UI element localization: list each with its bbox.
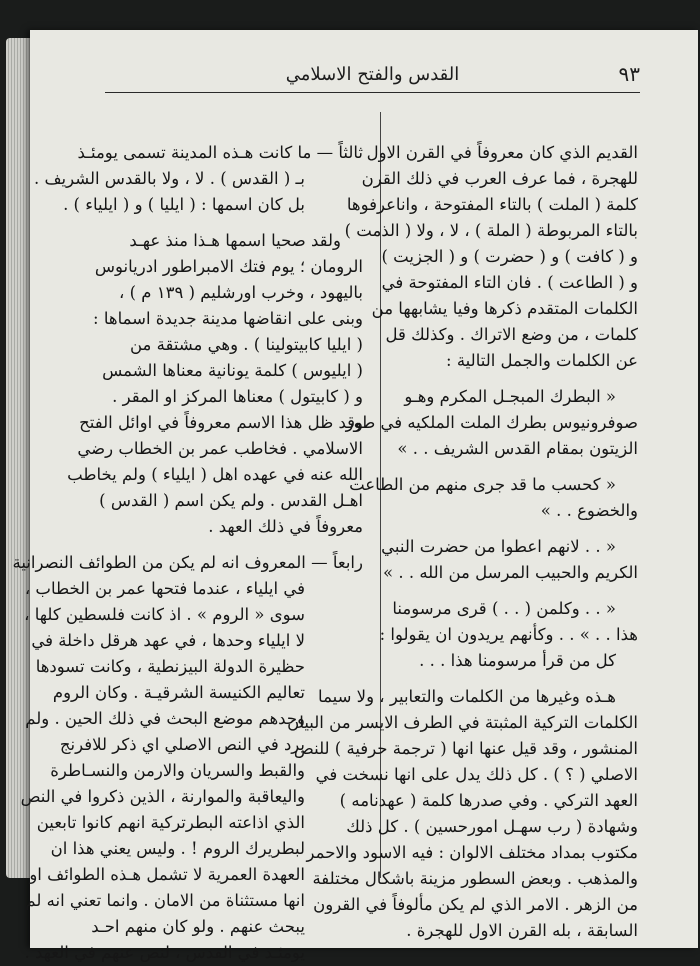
paragraph-arabic-spelling <box>344 140 638 374</box>
text-line: « . . وكلمن ( . . ) قرى مرسومنا <box>392 599 616 618</box>
text-line: هذا . . » . . وكأنهم يريدون ان يقولوا : <box>379 625 638 644</box>
paragraph-turkish-words <box>287 684 638 944</box>
text-line: يومئـذ في القدس ، لنص عنهم في العهد . <box>24 943 305 962</box>
text-line: الكريم والحبيب المرسل من الله . . » <box>383 563 638 582</box>
text-line: بـ ( القدس ) . لا ، ولا بالقدس الشريف . <box>33 169 305 188</box>
text-line: السابقة ، بله القرن الاول للهجرة . <box>406 921 638 940</box>
text-line: وشهادة ( رب سهـل امورحسين ) . كل ذلك <box>346 817 638 836</box>
text-line: انها مستثناة من الامان . وانما تعني انه لم <box>25 891 305 910</box>
text-line: يبحث عنهم . ولو كان منهم احـد <box>91 917 305 936</box>
text-line: معروفاً في ذلك العهد . <box>208 517 363 536</box>
left-column <box>12 140 363 966</box>
text-line: وبنى على انقاضها مدينة جديدة اسماها : <box>93 309 363 328</box>
text-line: المنشور ، وقد قيل عنها انها ( ترجمة حرفية ) للنص <box>293 739 638 758</box>
text-line: والمذهب . وبعض السطور مزينة باشكال مختلفة <box>312 869 638 888</box>
text-line: وحدهم موضع البحث في ذلك الحين . ولم <box>25 709 305 728</box>
text-line: العهد التركي . وفي صدرها كلمة ( عهدنامه ) <box>339 791 638 810</box>
text-line: الزيتون بمقام القدس الشريف . . » <box>397 439 638 458</box>
text-line: لا ايلياء وحدها ، في عهد هرقل داخلة في <box>31 631 305 650</box>
text-line: واليعاقبة والموارنة ، الذين ذكروا في النص <box>20 787 305 806</box>
paragraph-aelia-name <box>67 228 363 540</box>
text-line: للهجرة ، فما عرف العرب في ذلك القرن <box>361 169 638 188</box>
text-line: والقبط والسريان والارمن والنسـاطرة <box>50 761 305 780</box>
text-line: في ايلياء ، عندما فتحها عمر بن الخطاب ، <box>24 579 305 598</box>
text-line: اهـل القدس . ولم يكن اسم ( القدس ) <box>99 491 363 510</box>
text-line: والخضوع . . » <box>540 501 638 520</box>
text-line: ( ايليوس ) كلمة يونانية معناها الشمس <box>102 361 363 380</box>
text-line: و ( الطاعت ) . فان التاء المفتوحة في <box>381 273 638 292</box>
text-line: الذي اذاعته البطرتركية انهم كانوا تابعين <box>36 813 305 832</box>
text-line: كلمة ( الملت ) بالتاء المفتوحة ، واناعرفوها <box>346 195 638 214</box>
text-line: « كحسب ما قد جرى منهم من الطاعت <box>349 475 616 494</box>
text-line: « البطرك المبجـل المكرم وهـو <box>404 387 616 406</box>
right-column <box>287 140 638 944</box>
text-line: ولقد صحيا اسمها هـذا منذ عهـد <box>129 231 341 250</box>
text-line: ثالثاً — ما كانت هـذه المدينة تسمى يومئـذ <box>77 143 363 162</box>
text-line: الاصلي ( ؟ ) . كل ذلك يدل على انها نسخت في <box>315 765 638 784</box>
section-fourth <box>12 550 363 966</box>
quote-obedience <box>349 472 638 524</box>
text-line: وقد ظل هذا الاسم معروفاً في اوائل الفتح <box>79 413 363 432</box>
text-line: باليهود ، وخرب اورشليم ( ١٣٩ م ) ، <box>119 283 363 302</box>
text-line: ( ايليا كابيتولينا ) . وهي مشتقة من <box>130 335 363 354</box>
text-line: سوى « الروم » . اذ كانت فلسطين كلها ، <box>24 605 305 624</box>
text-line: كلمات ، من وضع الاتراك . وكذلك قل <box>385 325 638 344</box>
text-line: القديم الذي كان معروفاً في القرن الاول <box>366 143 638 162</box>
text-line: بل كان اسمها : ( ايليا ) و ( ايلياء ) . <box>63 195 305 214</box>
text-line: العهدة العمرية لا تشمل هـذه الطوائف او <box>29 865 305 884</box>
text-line: و ( كابيتول ) معناها المركز او المقر . <box>112 387 363 406</box>
text-line: بالتاء المربوطة ( الملة ) ، لا ، ولا ( الذمت ) <box>344 221 638 240</box>
text-line: حظيرة الدولة البيزنطية ، وكانت تسودها <box>35 657 305 676</box>
header-rule <box>105 92 640 93</box>
text-line: كل من قرأ مرسومنا هذا . . . <box>419 651 616 670</box>
text-line: رابعاً — المعروف انه لم يكن من الطوائف النصرانية <box>12 553 363 572</box>
text-line: تعاليم الكنيسة الشرقيـة . وكان الروم <box>52 683 305 702</box>
text-line: الاسلامي . فخاطب عمر بن الخطاب رضي <box>77 439 363 458</box>
text-line: الكلمات التركية المثبتة في الطرف الايسر من البيان <box>287 713 638 732</box>
page-number: ٩٣ <box>618 62 640 86</box>
text-line: الرومان ؛ يوم فتك الامبراطور ادريانوس <box>94 257 363 276</box>
section-third <box>33 140 363 218</box>
text-line: و ( كافت ) و ( حضرت ) و ( الجزيت ) <box>381 247 638 266</box>
running-header <box>105 62 640 92</box>
text-line: صوفرونيوس بطرك الملت الملكيه في طور <box>345 413 638 432</box>
text-line: لبطريرك الروم ! . وليس يعني هذا ان <box>50 839 305 858</box>
quote-patriarch <box>345 384 638 462</box>
text-line: « . . لانهم اعطوا من حضرت النبي <box>381 537 616 556</box>
header-title: القدس والفتح الاسلامي <box>285 64 460 85</box>
text-line: يرد في النص الاصلي اي ذكر للافرنج <box>59 735 305 754</box>
text-line: الله عنه في عهده اهل ( ايلياء ) ولم يخاطب <box>67 465 363 484</box>
text-line: الكلمات المتقدم ذكرها وفيا يشابهها من <box>371 299 638 318</box>
text-line: هـذه وغيرها من الكلمات والتعابير ، ولا سيما <box>318 687 616 706</box>
text-line: من الزهر . الامر الذي لم يكن مألوفاً في القرون <box>313 895 638 914</box>
text-line: مكتوب بمداد مختلف الالوان : فيه الاسود والاحمر <box>306 843 638 862</box>
quote-decree <box>379 596 638 674</box>
quote-prophet <box>381 534 638 586</box>
text-line: عن الكلمات والجمل التالية : <box>446 351 638 370</box>
